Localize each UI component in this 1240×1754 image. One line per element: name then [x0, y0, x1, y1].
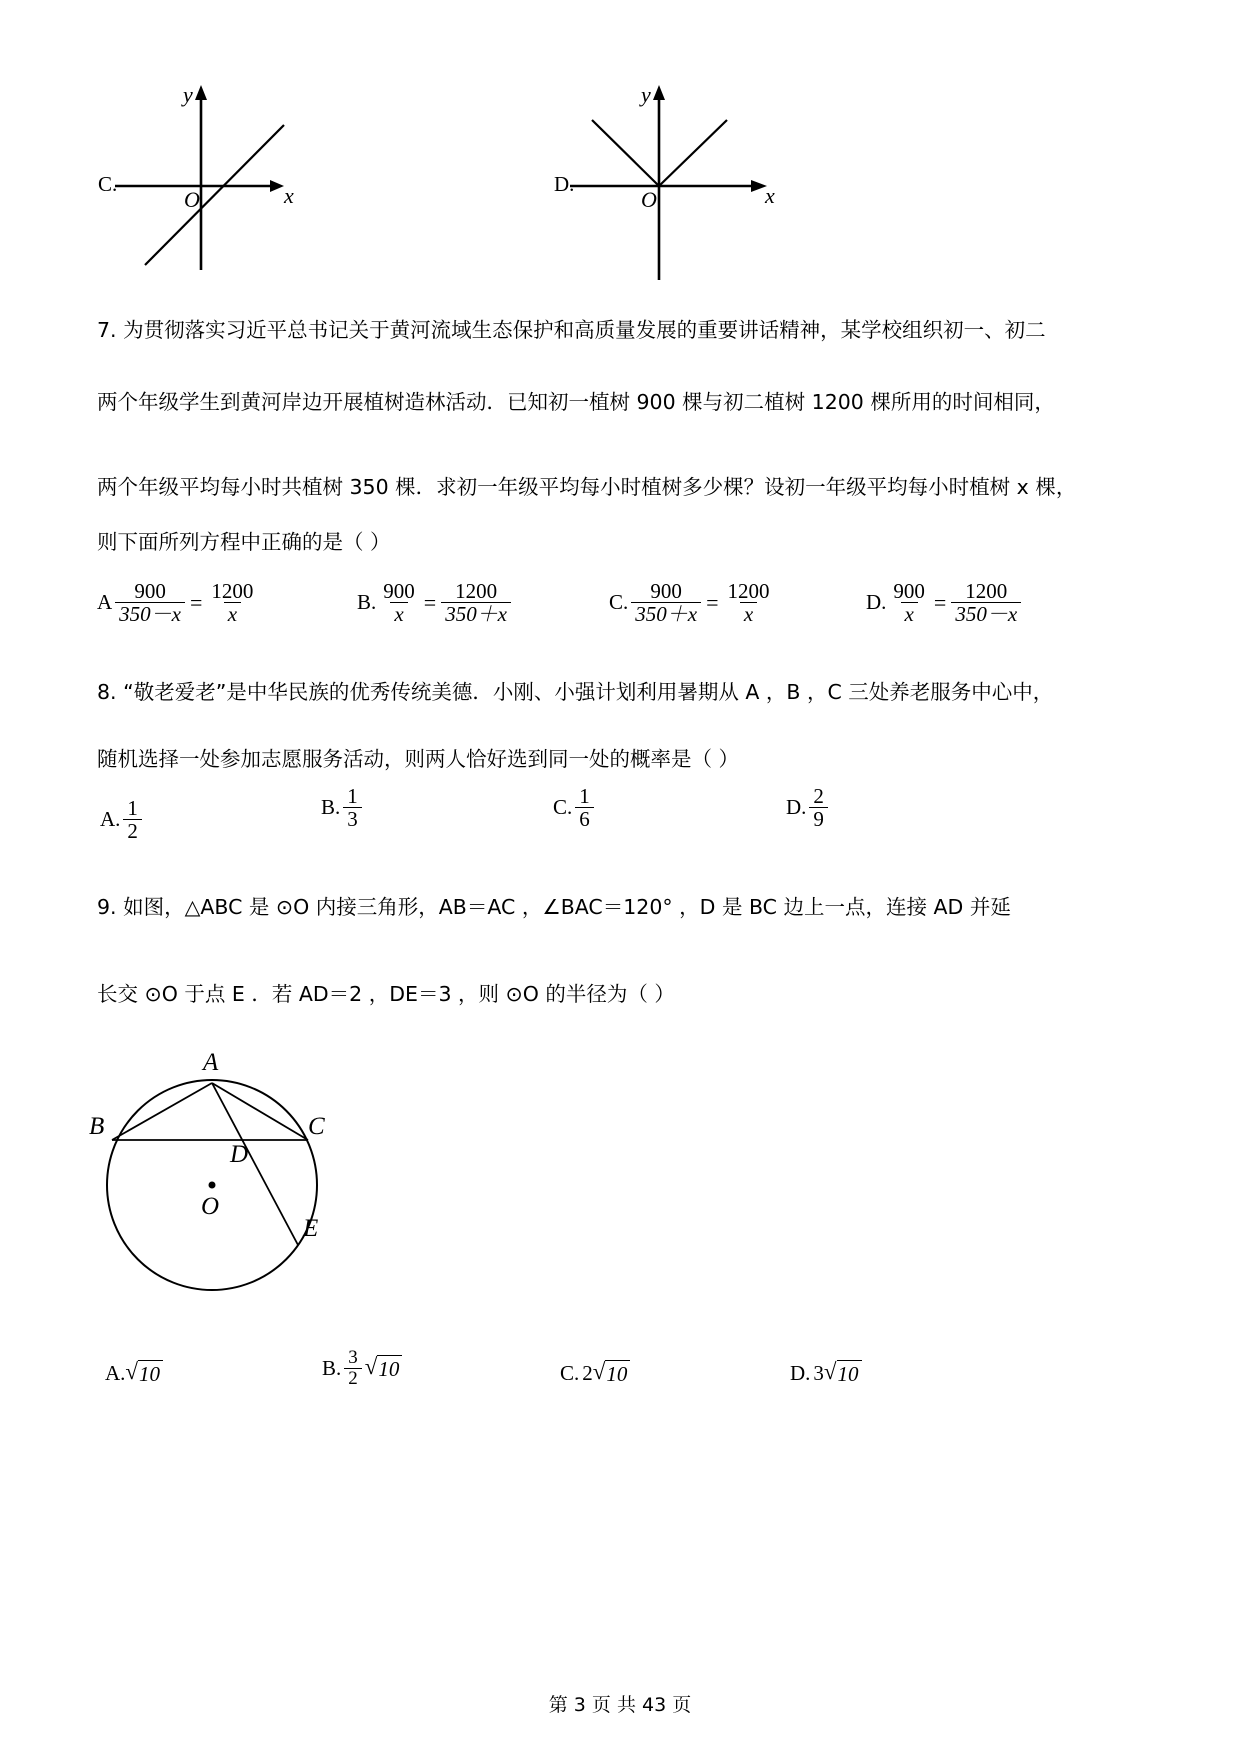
q7-a-left-den: 350－x: [115, 602, 185, 625]
question-9-option-d[interactable]: [790, 1360, 862, 1386]
q9-b-coef-den: 2: [344, 1368, 362, 1389]
q7-d-left-num: 900: [893, 579, 925, 603]
question-7-option-a[interactable]: [97, 580, 260, 625]
question-9-option-c-letter: C.: [560, 1360, 580, 1385]
question-8-option-a[interactable]: [100, 797, 145, 842]
q7-b-left-den: x: [390, 602, 407, 625]
q7-c-equals: =: [706, 589, 719, 615]
q7-a-equals: =: [190, 589, 203, 615]
q7-b-right-den: 350＋x: [441, 602, 511, 625]
question-7-option-a-right-fraction: [207, 580, 257, 625]
question-8-option-d-letter: D.: [786, 795, 807, 820]
question-8-line-2: 随机选择一处参加志愿服务活动，则两人恰好选到同一处的概率是（ ）: [97, 747, 740, 771]
question-8-option-c-letter: C.: [553, 795, 573, 820]
question-9-option-a[interactable]: [105, 1360, 163, 1386]
question-9-point-c-label: C: [308, 1113, 325, 1140]
q9-b-radical-sign: √: [364, 1354, 378, 1380]
question-7-option-d-left-fraction: [889, 580, 929, 625]
question-9-option-a-radical: [125, 1360, 163, 1386]
question-9-point-b-label: B: [89, 1113, 105, 1140]
question-7-line-4: 则下面所列方程中正确的是（ ）: [97, 530, 391, 554]
question-9-figure-svg: [100, 1045, 360, 1310]
q9-d-radical-sign: √: [823, 1359, 837, 1384]
choice-c-letter[interactable]: C.: [98, 172, 118, 196]
question-7-line-2: 两个年级学生到黄河岸边开展植树造林活动．已知初一植树 900 棵与初二植树 1200 棵所用的时间相同，: [97, 390, 1055, 414]
q9-c-coef: 2: [582, 1360, 593, 1385]
question-7-option-c[interactable]: [609, 580, 777, 625]
q8-c-den: 6: [575, 807, 594, 830]
question-7-line-3: 两个年级平均每小时共植树 350 棵．求初一年级平均每小时植树多少棵？设初一年级平均每小时植树 x 棵，: [97, 475, 1077, 499]
q8-b-num: 1: [347, 784, 358, 808]
question-7-option-c-left-fraction: [631, 580, 701, 625]
q8-b-den: 3: [343, 807, 362, 830]
question-8-option-c[interactable]: [553, 785, 597, 830]
page-footer: 第 3 页 共 43 页: [548, 1694, 692, 1716]
question-9-option-b-radical: [365, 1355, 403, 1381]
choice-d-letter[interactable]: D.: [554, 172, 575, 196]
question-8-option-d[interactable]: [786, 785, 831, 830]
question-9-figure: [89, 1045, 360, 1310]
question-9-point-o-label: O: [201, 1193, 220, 1220]
q9-a-radicand: 10: [138, 1360, 163, 1386]
question-9-line-1: 9. 如图，△ABC 是 ⊙O 内接三角形，AB＝AC ，∠BAC＝120° ，D 是 BC 边上一点，连接 AD 并延: [97, 895, 1011, 919]
question-7-option-b[interactable]: [357, 580, 514, 625]
choice-graph-c: [100, 70, 400, 285]
question-8-option-c-fraction: [575, 785, 594, 830]
question-7-option-d[interactable]: [866, 580, 1024, 625]
question-7-option-c-letter: C.: [609, 590, 629, 615]
q7-c-left-num: 900: [650, 579, 682, 603]
question-8-option-b-fraction: [343, 785, 362, 830]
question-9-option-a-letter: A.: [105, 1360, 126, 1385]
question-9-option-c-radical: [593, 1360, 631, 1386]
q7-c-right-den: x: [740, 602, 757, 625]
q7-d-right-num: 1200: [965, 579, 1008, 603]
question-9-option-c[interactable]: [560, 1360, 630, 1386]
question-7-option-b-right-fraction: [441, 580, 511, 625]
q9-a-radical-sign: √: [125, 1359, 139, 1384]
question-8-option-b[interactable]: [321, 785, 365, 830]
question-7-option-d-letter: D.: [866, 590, 887, 615]
q8-d-num: 2: [813, 784, 824, 808]
q7-b-right-num: 1200: [455, 579, 498, 603]
q7-c-left-den: 350＋x: [631, 602, 701, 625]
choice-graph-c-origin-label: O: [184, 187, 200, 212]
choice-graph-c-y-label: y: [183, 82, 193, 107]
question-7-option-c-right-fraction: [724, 580, 774, 625]
choice-graph-d-x-label: x: [765, 183, 775, 208]
question-9-point-d-label: D: [230, 1141, 249, 1168]
q7-a-left-num: 900: [134, 579, 166, 603]
q7-b-equals: =: [423, 589, 437, 615]
q9-c-radicand: 10: [605, 1360, 630, 1386]
q7-c-right-num: 1200: [727, 579, 770, 603]
question-7-option-d-right-fraction: [951, 580, 1021, 625]
q8-d-den: 9: [809, 807, 828, 830]
q9-b-coef-num: 3: [348, 1347, 358, 1368]
q7-a-right-num: 1200: [211, 579, 254, 603]
question-9-option-d-letter: D.: [790, 1360, 811, 1385]
question-7-option-a-letter: A: [97, 590, 113, 615]
question-9-line-2: 长交 ⊙O 于点 E ．若 AD＝2 ，DE＝3 ，则 ⊙O 的半径为（ ）: [97, 982, 675, 1006]
question-8-option-a-fraction: [123, 797, 142, 842]
question-8-option-a-letter: A.: [100, 807, 121, 832]
q7-d-right-den: 350－x: [951, 602, 1021, 625]
q7-d-equals: =: [933, 589, 947, 615]
q9-d-coef: 3: [813, 1360, 824, 1385]
q9-c-radical-sign: √: [592, 1359, 606, 1384]
q9-b-radicand: 10: [377, 1355, 402, 1381]
question-8-option-d-fraction: [809, 785, 828, 830]
question-9-option-b-coefficient: [344, 1348, 362, 1389]
q7-a-right-den: x: [224, 602, 241, 625]
question-9-option-b-letter: B.: [322, 1355, 342, 1380]
question-7-option-b-left-fraction: [379, 580, 419, 625]
choice-graph-d-origin-label: O: [641, 187, 657, 212]
q8-a-den: 2: [123, 819, 142, 842]
question-7-option-b-letter: B.: [357, 590, 377, 615]
question-7-line-1: 7. 为贯彻落实习近平总书记关于黄河流域生态保护和高质量发展的重要讲话精神，某学校组织初一、初二: [97, 318, 1046, 342]
choice-graph-c-svg: [100, 70, 400, 285]
question-9-point-a-label: A: [203, 1049, 219, 1076]
question-8-line-1: 8. “敬老爱老”是中华民族的优秀传统美德．小刚、小强计划利用暑期从 A ，B ，C 三处养老服务中心中，: [97, 680, 1054, 704]
question-9-point-e-label: E: [303, 1215, 319, 1242]
question-9-option-b[interactable]: [322, 1348, 402, 1389]
q9-d-radicand: 10: [837, 1360, 862, 1386]
q7-d-left-den: x: [901, 602, 918, 625]
q8-c-num: 1: [579, 784, 590, 808]
choice-graph-d: [555, 70, 855, 285]
q7-b-left-num: 900: [383, 579, 415, 603]
question-8-option-b-letter: B.: [321, 795, 341, 820]
q8-a-num: 1: [127, 796, 138, 820]
choice-graph-d-y-label: y: [641, 82, 651, 107]
choice-graph-c-x-label: x: [284, 183, 294, 208]
question-9-option-d-radical: [824, 1360, 862, 1386]
question-7-option-a-left-fraction: [115, 580, 185, 625]
choice-graph-d-svg: [555, 70, 855, 285]
